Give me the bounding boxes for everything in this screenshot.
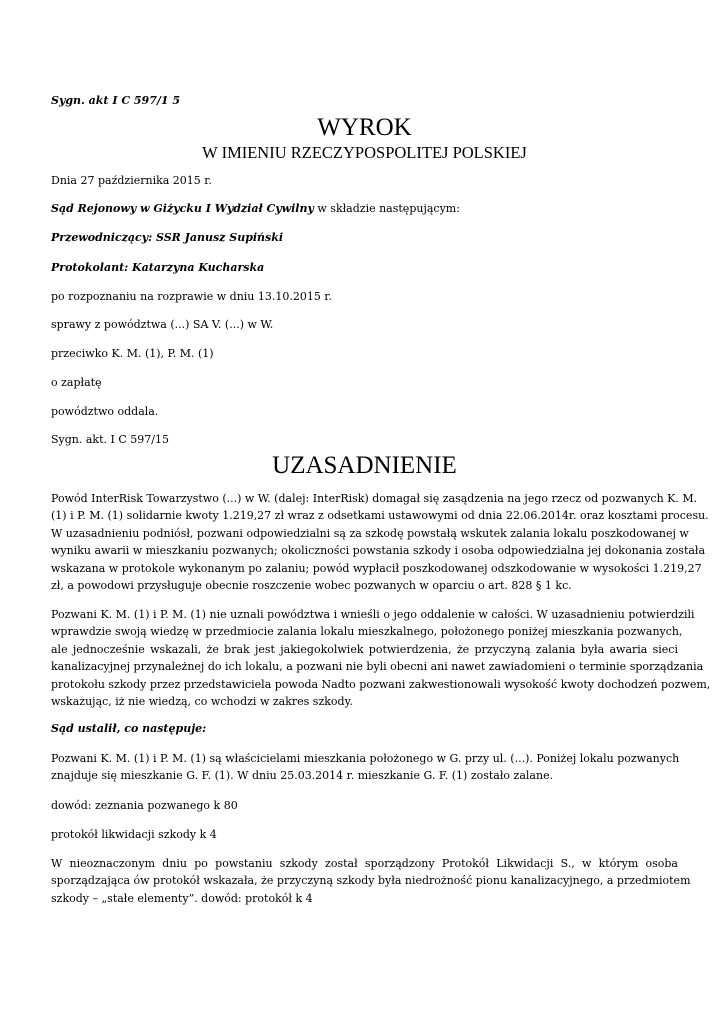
paragraph-line: wprawdzie swoją wiedzę w przedmiocie zalania lokalu mieszkalnego, położonego poniżej mieszkania pozwanych, xyxy=(51,625,683,639)
evidence-protocol: protokół likwidacji szkody k 4 xyxy=(51,828,217,841)
paragraph-line: wskazana w protokole wykonanym po zalaniu; powód wypłacił poszkodowanej odszkodowanie w wysokości 1.219,27 xyxy=(51,561,702,575)
defendants-line: przeciwko K. M. (1), P. M. (1) xyxy=(51,347,214,360)
case-number-bottom: Sygn. akt. I C 597/15 xyxy=(51,433,169,446)
paragraph-line: znajduje się mieszkanie G. F. (1). W dniu 25.03.2014 r. mieszkanie G. F. (1) zostało zalane. xyxy=(51,769,554,783)
paragraph-protocol xyxy=(51,855,691,907)
paragraph-line: szkody – „stałe elementy”. dowód: protokół k 4 xyxy=(51,891,313,905)
case-number-top: Sygn. akt I C 597/1 5 xyxy=(51,94,181,107)
justification-title: UZASADNIENIE xyxy=(272,452,457,479)
findings-heading: Sąd ustalił, co następuje: xyxy=(51,722,207,735)
paragraph-facts xyxy=(51,750,678,785)
evidence-testimony: dowód: zeznania pozwanego k 80 xyxy=(51,799,238,812)
court-clerk: Protokolant: Katarzyna Kucharska xyxy=(51,261,265,274)
judgment-title: WYROK xyxy=(317,114,412,141)
paragraph-line: kanalizacyjnej przynależnej do ich lokalu, a pozwani nie byli obecni ani nawet zawiadomieni o terminie sporządzania xyxy=(51,660,704,674)
paragraph-claim xyxy=(51,490,709,594)
court-composition xyxy=(51,200,460,217)
paragraph-line: zł, a powodowi przysługuje obecnie roszczenie wobec pozwanych w oparciu o art. 828 § 1 kc. xyxy=(51,579,572,593)
paragraph-line: W uzasadnieniu podniósł, pozwani odpowiedzialni są za szkodę powstałą wskutek zalania lokalu poszkodowanej w xyxy=(51,526,689,540)
court-name: Sąd Rejonowy w Giżycku I Wydział Cywilny xyxy=(51,202,314,215)
paragraph-line: protokołu szkody przez przedstawiciela powoda Nadto pozwani zakwestionowali wysokość kwoty dochodzeń pozwem, xyxy=(51,677,711,691)
case-parties-line: sprawy z powództwa (...) SA V. (...) w W. xyxy=(51,318,274,331)
paragraph-line: Pozwani K. M. (1) i P. M. (1) są właścicielami mieszkania położonego w G. przy ul. (...). Poniżej lokalu pozwanych xyxy=(51,752,680,765)
paragraph-line: sporządzająca ów protokół wskazała, że przyczyną szkody była niedrożność pionu kanalizacyjnego, a przedmiotem xyxy=(51,874,691,888)
paragraph-line: wskazując, iż nie wiedzą, co wchodzi w zakres szkody. xyxy=(51,695,353,709)
judgment-subtitle: W IMIENIU RZECZYPOSPOLITEJ POLSKIEJ xyxy=(202,143,527,162)
ruling-decision: powództwo oddala. xyxy=(51,405,159,418)
subject-line: o zapłatę xyxy=(51,376,102,389)
paragraph-line: Powód InterRisk Towarzystwo (...) w W. (dalej: InterRisk) domagał się zasądzenia na jego rzecz od pozwanych K. M. xyxy=(51,492,698,505)
paragraph-line: W nieoznaczonym dniu po powstaniu szkody został sporządzony Protokół Likwidacji S., w którym osoba xyxy=(51,857,678,870)
judgment-date: Dnia 27 października 2015 r. xyxy=(51,174,212,187)
paragraph-line: ale jednocześnie wskazali, że brak jest jakiegokolwiek potwierdzenia, że przyczyną zalania była awaria sieci xyxy=(51,642,678,656)
paragraph-line: Pozwani K. M. (1) i P. M. (1) nie uznali powództwa i wnieśli o jego oddalenie w całości. W uzasadnieniu potwierdzili xyxy=(51,608,695,621)
paragraph-line: wyniku awarii w mieszkaniu pozwanych; okoliczności powstania szkody i osoba odpowiedzialna jej dokonania została xyxy=(51,544,706,558)
court-suffix: w składzie następującym: xyxy=(313,202,460,215)
paragraph-defence xyxy=(51,606,711,710)
hearing-line: po rozpoznaniu na rozprawie w dniu 13.10.2015 r. xyxy=(51,290,332,303)
paragraph-line: (1) i P. M. (1) solidarnie kwoty 1.219,27 zł wraz z odsetkami ustawowymi od dnia 22.06.2014r. oraz kosztami procesu. xyxy=(51,509,709,523)
presiding-judge: Przewodniczący: SSR Janusz Supiński xyxy=(51,231,284,244)
